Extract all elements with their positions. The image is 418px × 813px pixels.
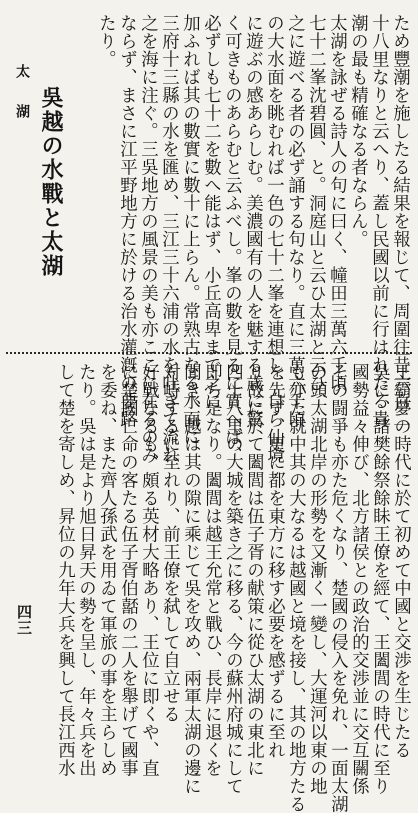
text-column: り故に於て闔閭は伍子胥の献策に從ひ太湖の東北に [243,363,264,777]
text-column: ならず、まさに江平野地方に於ける治水灌漑の要路 [116,14,137,428]
text-column: 吳に、諸樊餘祭餘眛王僚を經て、王闔閭の時代に至り [369,363,390,795]
text-column: 潮の最も精確なる者ならん。 [347,14,368,248]
text-column: 四十八里の大城を築き之に移る、今の蘇州府城にして [222,363,243,795]
text-column: 之を海に注ぐ。三吳地方の風景の美も亦ここに在るのみ [137,14,158,464]
text-column: 七十二峯沈碧圓、と。洞庭山と云ひ太湖と云ひ、 [305,14,326,410]
section-divider [6,352,412,354]
text-column: たり。吳は是より旭日昇天の勢を呈し、年々兵を出 [75,363,96,777]
text-column: 國勢益々伸び、北方諸侯との政治的交渉並に交互關係 [348,363,369,795]
text-column: の頭太湖北岸の形勢を又漸く一變し、大運河以東の地 [306,363,327,795]
text-column: 即ち是なり。闔閭は越王允常と戰ひ、長岸に退くを [201,363,222,777]
text-column: 対峙するに至れり、前王僚を弑して自立せる [159,363,180,723]
text-column: その闘爭も亦た危くなり、楚國の侵入を免れ、一面太湖 [327,363,348,813]
text-column: 必ずしも七十二を數へ能はず、小丘高卑まで之に [200,14,221,410]
text-column: を先ず、更に都を東方に移す必要を感ずるに至れ [264,363,285,759]
page-number: 四三 [15,604,33,636]
text-column: 太湖を詠ぜる詩人の句に曰く、幢田三萬六千頃 [326,14,347,392]
text-column: 之に遊べる者の必ず誦する句なり。直に三萬六千頃 [284,14,305,428]
text-column: く可きものあらむと云ふべし。峯の數を見るに實へば、 [221,14,242,464]
text-column: 加ふれば其の數實に數十に上らん。常熟古なる水面に [179,14,200,446]
text-column: して楚を寄しめ、昇位の九年大兵を興して長江西水 [54,363,75,777]
text-column: も亦た就中其の大なるは越國と境を接し、其の地方たる [285,363,306,813]
text-column: 三府十三縣の水を匯め、三江三十六浦の水を吐きて流れ [158,14,179,464]
text-column: 好戰なるも、頗る英材大略あり、王位に即くや、直 [138,363,159,777]
article-title: 吳越の水戰と太湖 [38,86,64,278]
text-column: に楚國亡命の客たる伍子胥伯嚭の二人を舉げて國事 [117,363,138,777]
text-column: たり。 [95,14,116,68]
text-column: 十八里なりと云へり、蓋し民國以前に行はれたる貴 [368,14,389,428]
text-column: 聞き、越は其の隙に乘じて吳を攻め、兩軍太湖の邊に [180,363,201,795]
text-column: の大水面を眺むれば一色の七十二峯を連想し、自ら仙境 [263,14,284,464]
text-column: 王霸夢の時代に於て初めて中國と交渉を生じたる [390,363,411,759]
text-column: ため豐潮を施したる結果を報じて、周圍往昔六百二 [389,14,410,428]
text-column: に遊ぶの感あらしむ。美濃國有の人を魅する歳に驚 [242,14,263,428]
running-head: 太湖 [14,64,30,144]
text-column: を委ね、また齊人孫武を用ゐて軍旅の事を主らしめ [96,363,117,777]
